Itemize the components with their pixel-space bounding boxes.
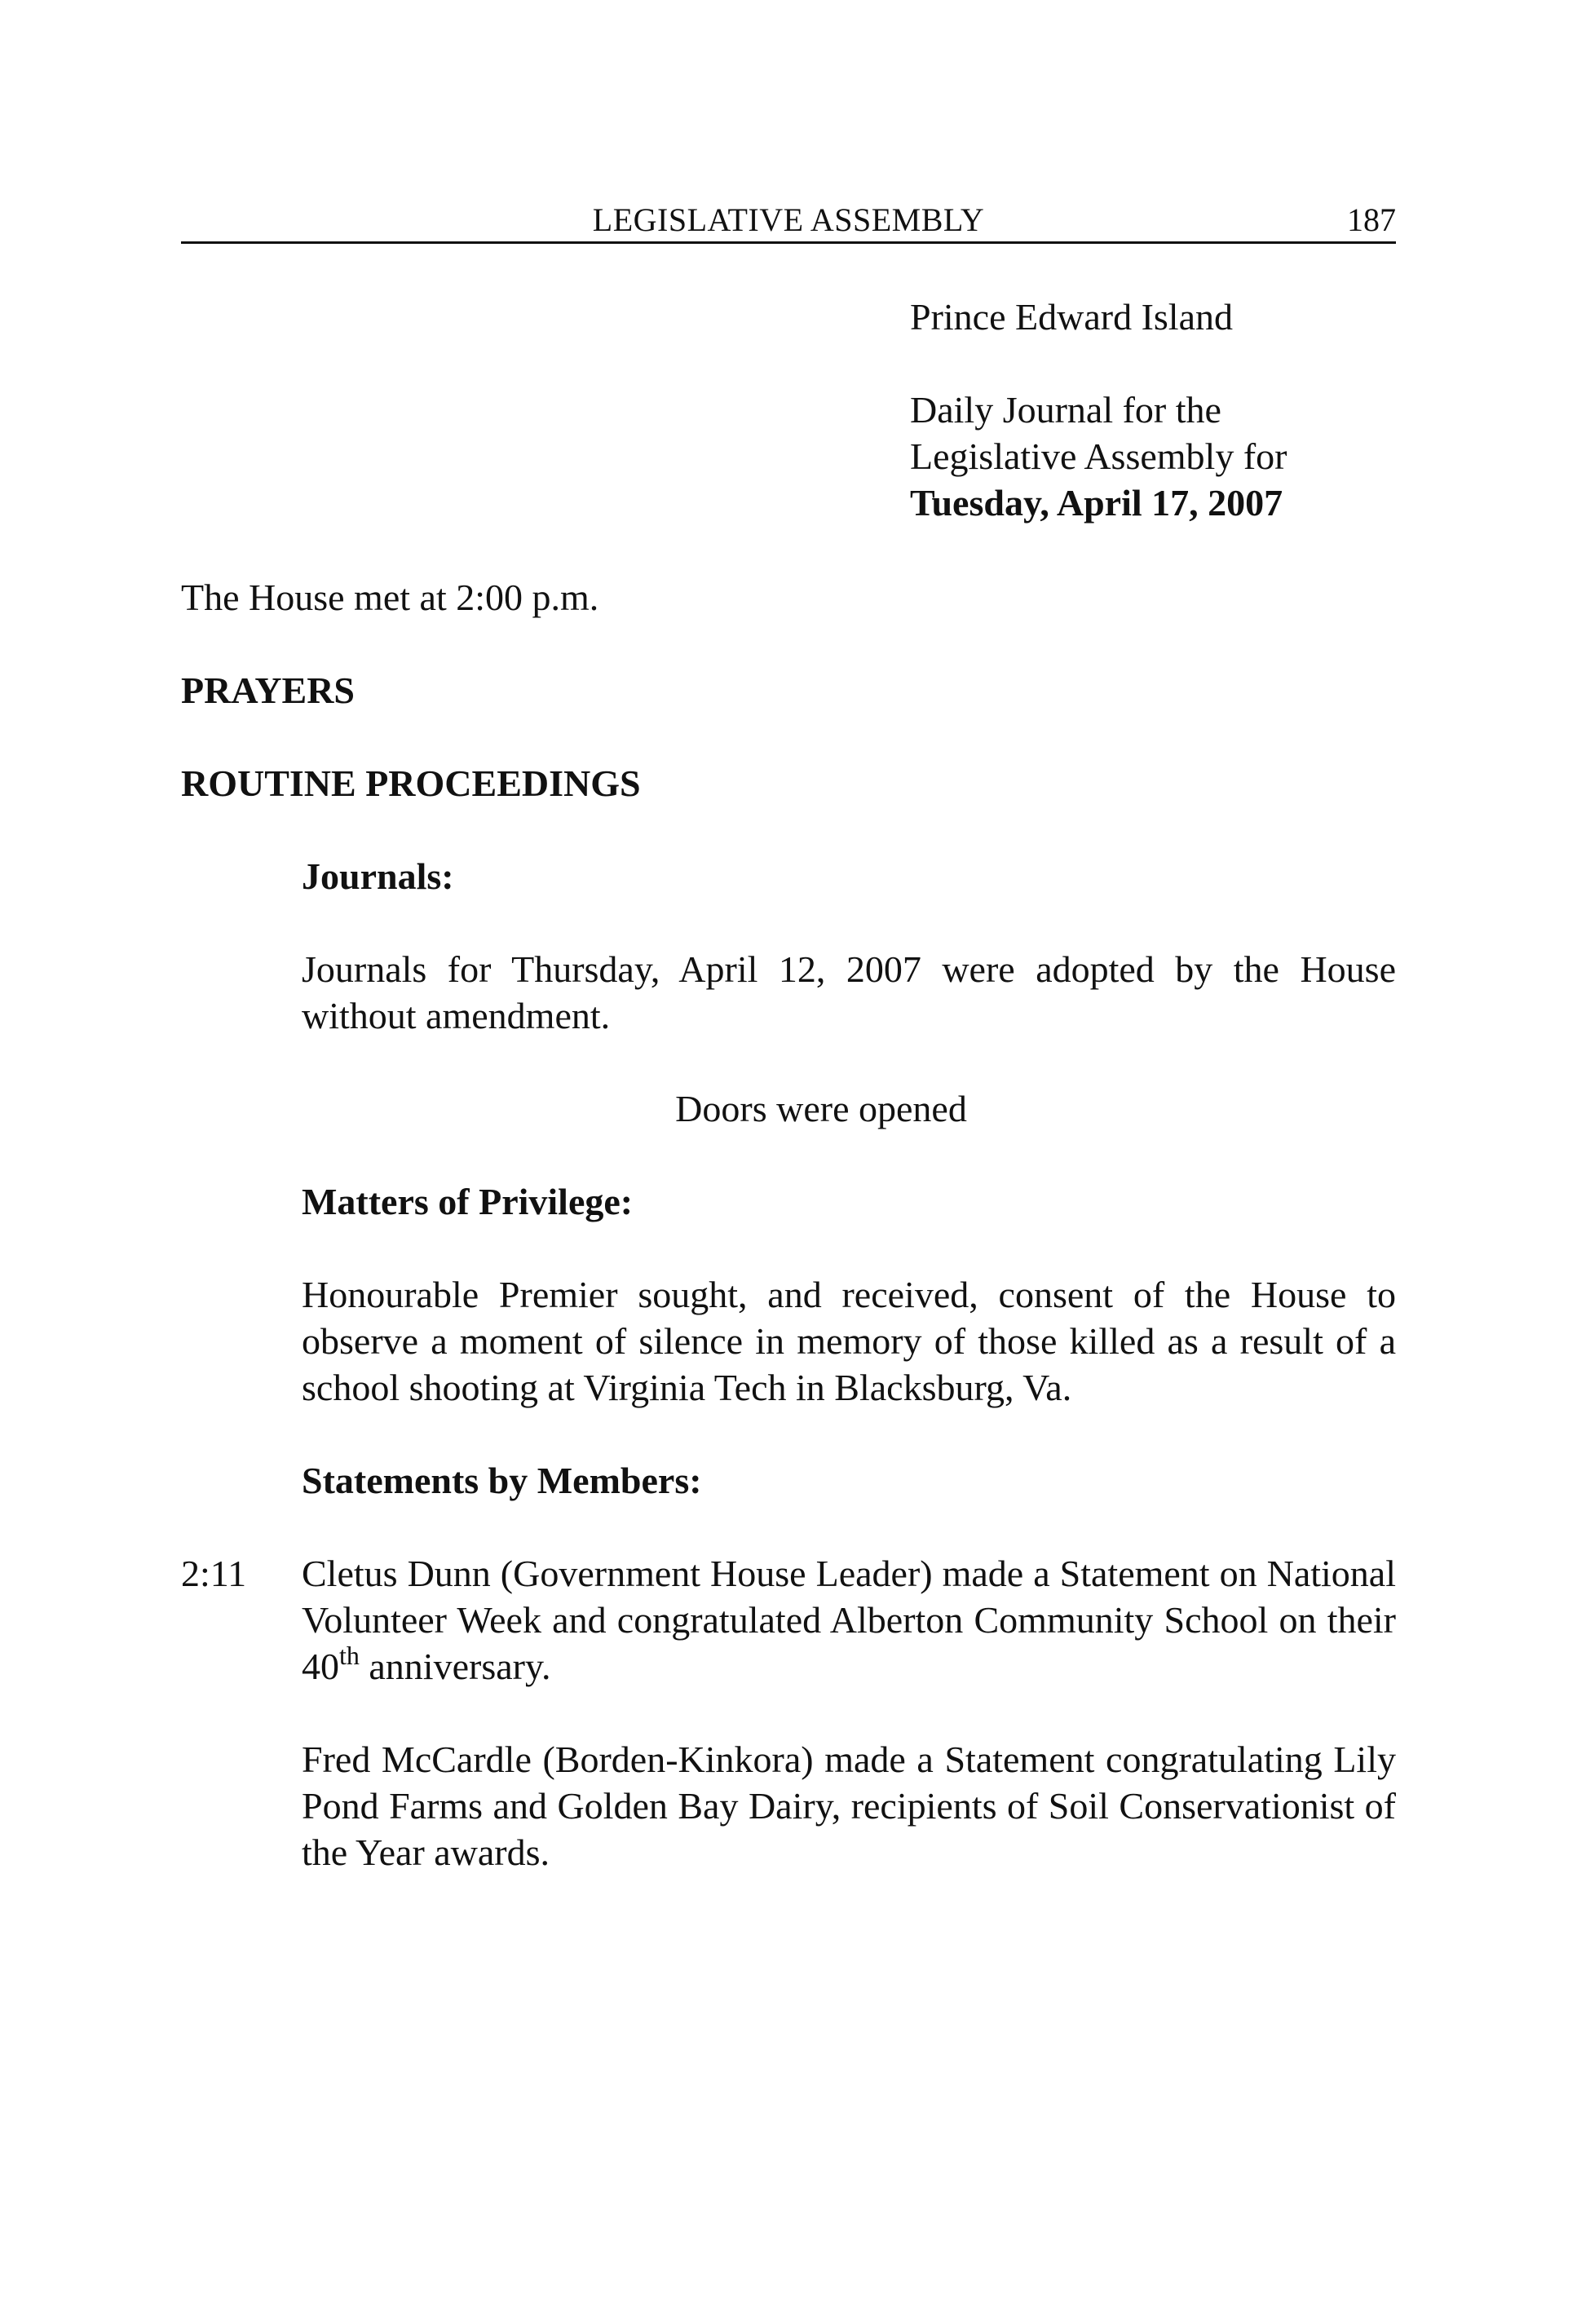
statements-heading: Statements by Members: — [302, 1460, 702, 1501]
privilege-heading: Matters of Privilege: — [302, 1181, 634, 1222]
privilege-text: Honourable Premier sought, and received, consent of the House to observe a moment of silence in memory of those killed as a result of a school shooting at Virginia Tech in Blacksburg, Va. — [302, 1274, 1396, 1408]
page-header — [181, 201, 1396, 244]
statement-mccardle: Fred McCardle (Borden-Kinkora) made a Statement congratulating Lily Pond Farms and Golden Bay Dairy, recipients of Soil Conservationist of the Year awards. — [302, 1739, 1396, 1873]
opening-statement: The House met at 2:00 p.m. — [181, 577, 599, 618]
doors-opened-note: Doors were opened — [675, 1088, 967, 1129]
page-number: 187 — [1347, 201, 1396, 238]
statement-time: 2:11 — [181, 1553, 247, 1594]
statement-dunn-text: Cletus Dunn (Government House Leader) made a Statement on National Volunteer Week and congratulated Alberton Community School on their 40 — [302, 1553, 1396, 1687]
statement-dunn — [302, 1550, 1396, 1690]
header-title: LEGISLATIVE ASSEMBLY — [592, 201, 985, 238]
ordinal-suffix: th — [339, 1640, 360, 1670]
prayers-heading: PRAYERS — [181, 669, 356, 711]
statement-dunn-end: anniversary. — [359, 1646, 551, 1687]
journal-date: Tuesday, April 17, 2007 — [910, 482, 1283, 524]
journal-title-line2: Legislative Assembly for — [910, 435, 1287, 477]
journals-text: Journals for Thursday, April 12, 2007 were adopted by the House without amendment. — [302, 948, 1396, 1036]
province-name: Prince Edward Island — [910, 296, 1233, 338]
journal-title-line1: Daily Journal for the — [910, 389, 1221, 431]
journals-heading: Journals: — [302, 855, 454, 897]
routine-proceedings-heading: ROUTINE PROCEEDINGS — [181, 762, 641, 804]
